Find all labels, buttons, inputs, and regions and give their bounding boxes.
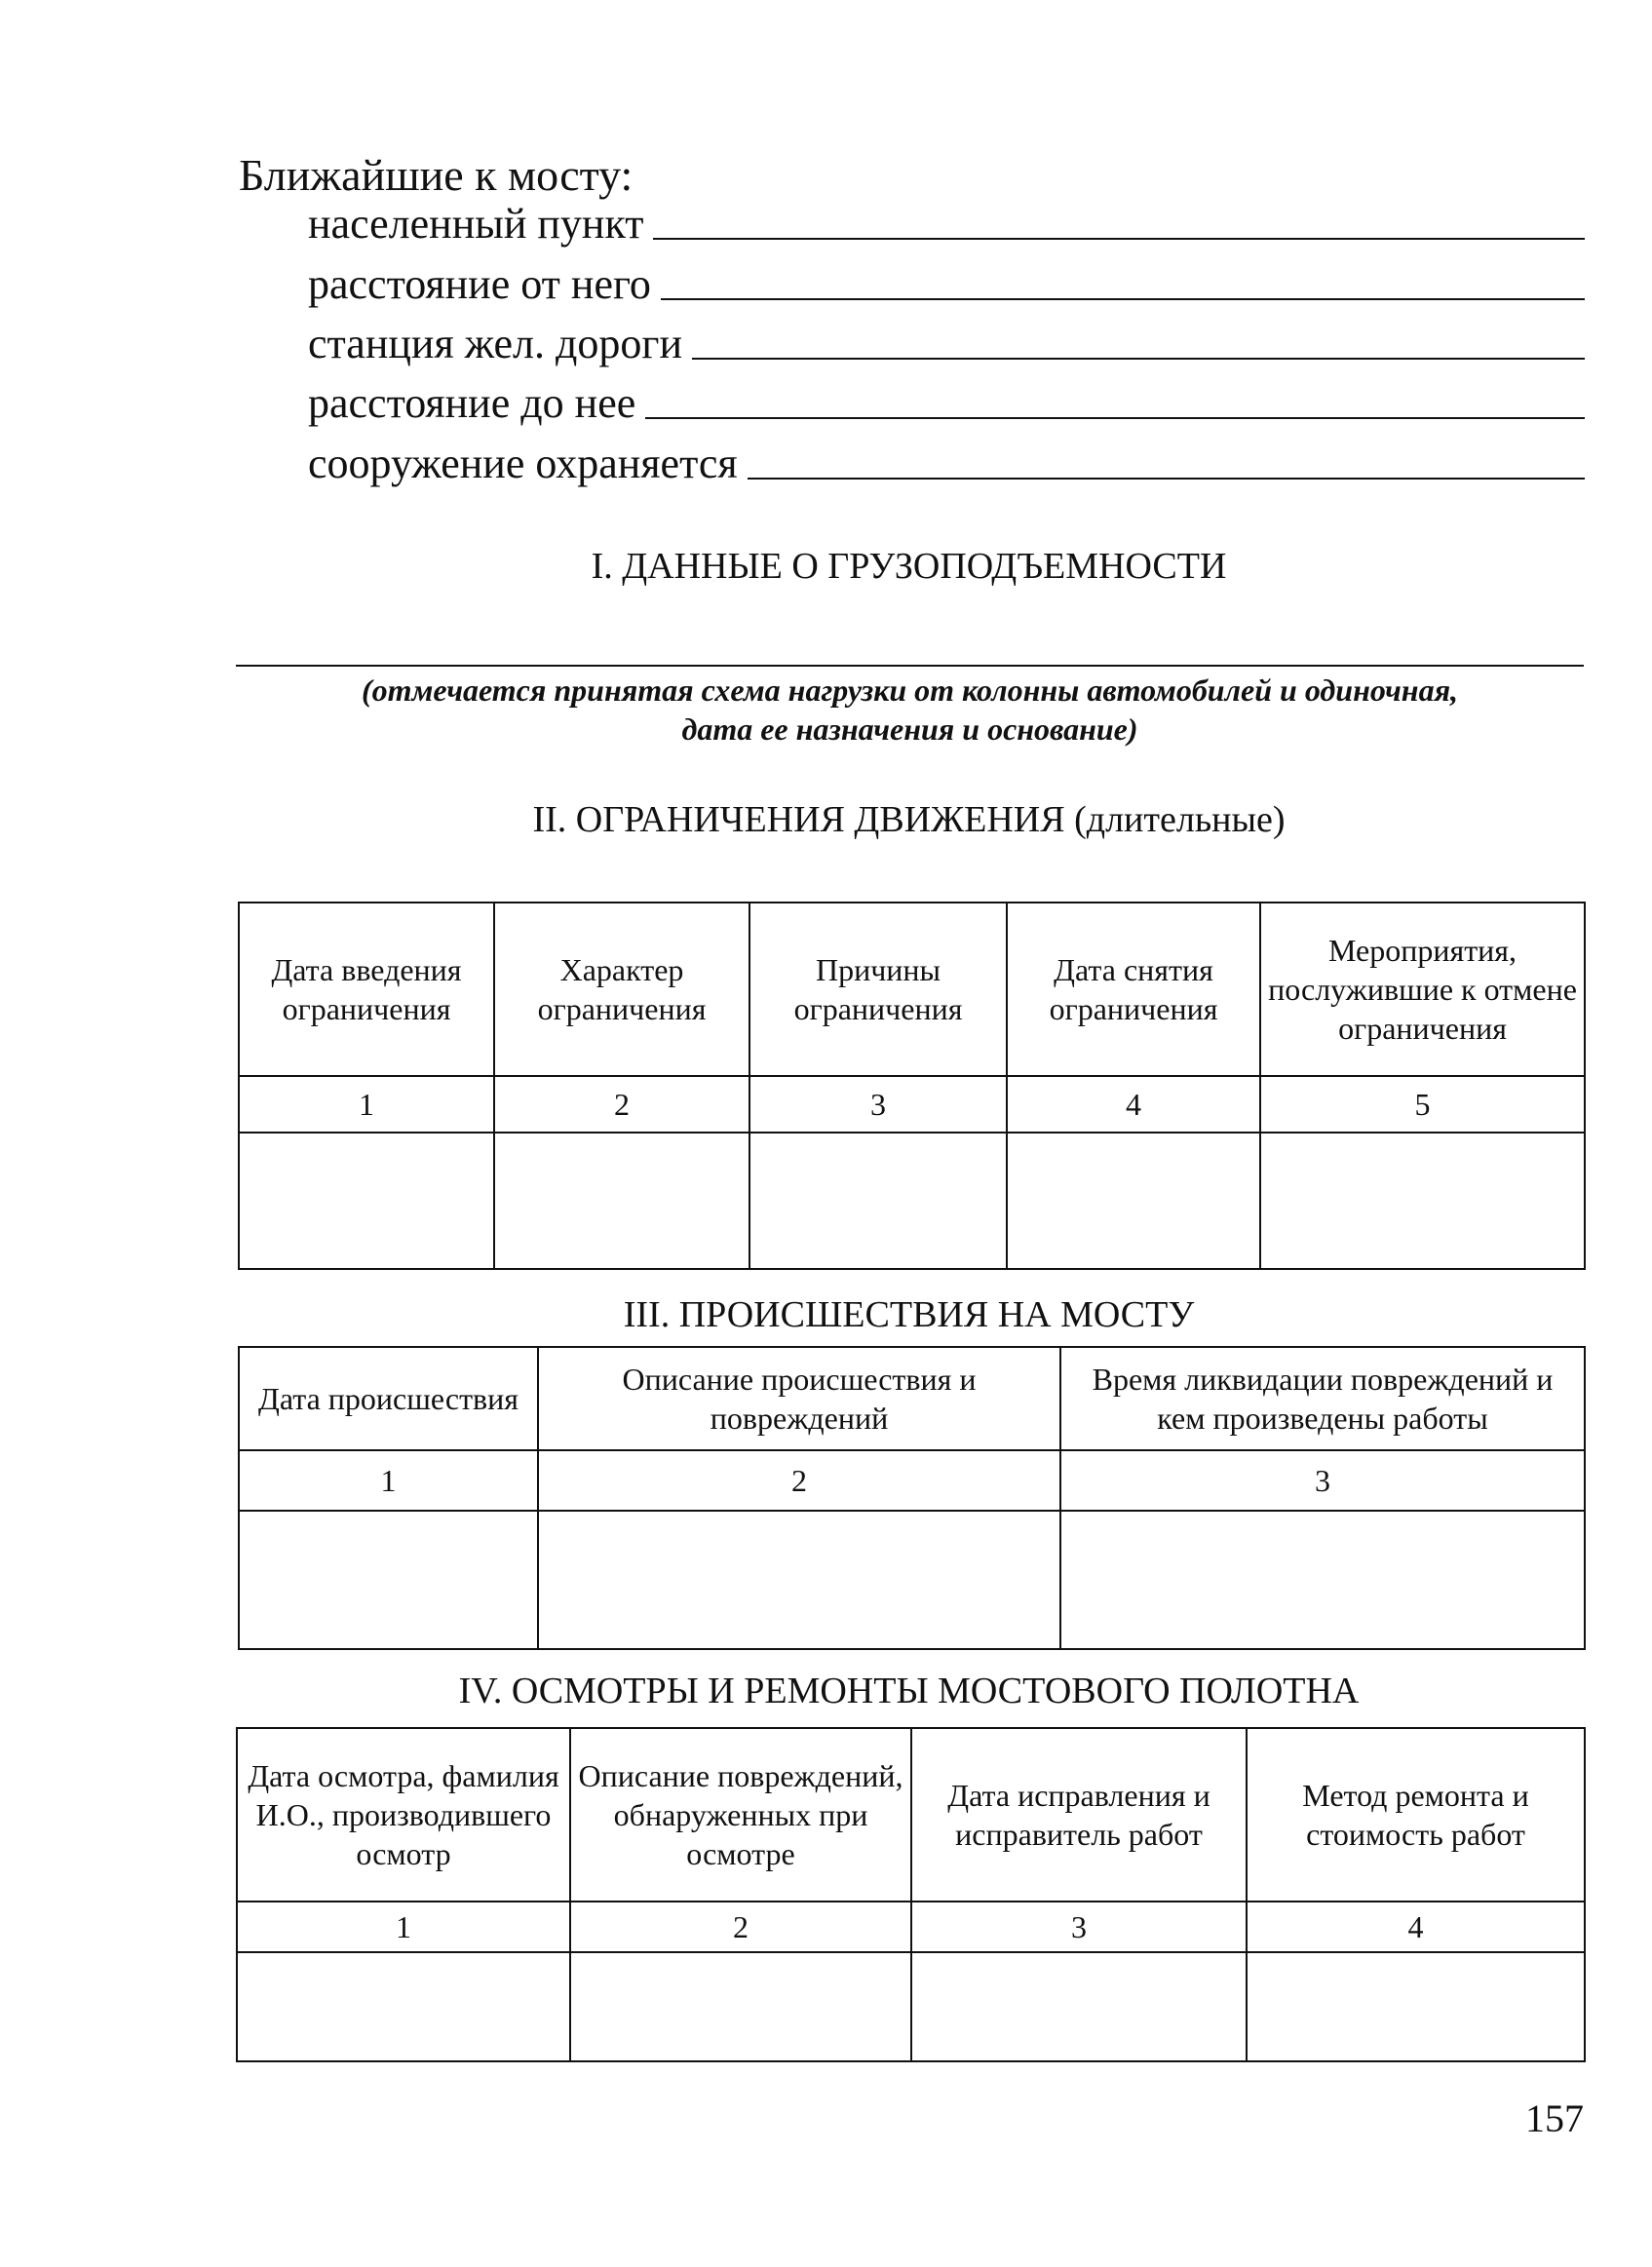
restrictions-col-1-num: 1 bbox=[239, 1076, 494, 1133]
incidents-table bbox=[238, 1346, 1586, 1650]
field-railway-station-label: станция жел. дороги bbox=[308, 320, 682, 367]
page-number: 157 bbox=[1525, 2096, 1584, 2140]
inspections-col-4-num: 4 bbox=[1247, 1902, 1585, 1952]
section2-title: II. ОГРАНИЧЕНИЯ ДВИЖЕНИЯ (длительные) bbox=[532, 799, 1286, 840]
field-distance-from-settlement-label: расстояние от него bbox=[308, 260, 651, 308]
restrictions-header-row bbox=[239, 903, 1585, 1076]
inspections-col-2-header: Описание повреждений, обнаруженных при осмотре bbox=[570, 1728, 911, 1902]
restrictions-cell-3[interactable] bbox=[749, 1133, 1007, 1269]
restrictions-col-2-num: 2 bbox=[494, 1076, 749, 1133]
inspections-col-3-header: Дата исправления и исправитель работ bbox=[911, 1728, 1247, 1902]
incidents-col-2-header: Описание происшествия и повреждений bbox=[538, 1347, 1060, 1450]
field-distance-to-station-label: расстояние до нее bbox=[308, 379, 636, 427]
field-settlement-line[interactable] bbox=[653, 238, 1585, 240]
restrictions-cell-2[interactable] bbox=[494, 1133, 749, 1269]
restrictions-col-4-num: 4 bbox=[1007, 1076, 1260, 1133]
field-distance-from-settlement-line[interactable] bbox=[661, 298, 1585, 300]
inspections-col-1-num: 1 bbox=[237, 1902, 570, 1952]
restrictions-col-4-header: Дата снятия ограничения bbox=[1007, 903, 1260, 1076]
table-row bbox=[239, 1133, 1585, 1269]
section1-title: I. ДАННЫЕ О ГРУЗОПОДЪЕМНОСТИ bbox=[591, 546, 1227, 587]
restrictions-col-3-header: Причины ограничения bbox=[749, 903, 1007, 1076]
load-capacity-note-line2: дата ее назначения и основание) bbox=[681, 711, 1138, 747]
restrictions-table bbox=[238, 902, 1586, 1270]
restrictions-cell-1[interactable] bbox=[239, 1133, 494, 1269]
incidents-col-3-header: Время ликвидации повреждений и кем произведены работы bbox=[1060, 1347, 1585, 1450]
restrictions-col-3-num: 3 bbox=[749, 1076, 1007, 1133]
table-row bbox=[239, 1511, 1585, 1649]
field-settlement bbox=[308, 195, 1585, 251]
restrictions-cell-5[interactable] bbox=[1260, 1133, 1585, 1269]
incidents-cell-2[interactable] bbox=[538, 1511, 1060, 1649]
load-capacity-note-line1: (отмечается принятая схема нагрузки от колонны автомобилей и одиночная, bbox=[361, 672, 1459, 708]
incidents-number-row bbox=[239, 1450, 1585, 1511]
table-row bbox=[237, 1952, 1585, 2061]
inspections-col-2-num: 2 bbox=[570, 1902, 911, 1952]
field-guarded-line[interactable] bbox=[748, 478, 1585, 480]
section4-title: IV. ОСМОТРЫ И РЕМОНТЫ МОСТОВОГО ПОЛОТНА bbox=[458, 1671, 1360, 1711]
restrictions-number-row bbox=[239, 1076, 1585, 1133]
inspections-table bbox=[236, 1727, 1586, 2062]
inspections-cell-1[interactable] bbox=[237, 1952, 570, 2061]
field-distance-to-station bbox=[308, 374, 1585, 431]
field-distance-to-station-line[interactable] bbox=[645, 417, 1585, 419]
restrictions-cell-4[interactable] bbox=[1007, 1133, 1260, 1269]
inspections-header-row bbox=[237, 1728, 1585, 1902]
field-railway-station-line[interactable] bbox=[692, 358, 1585, 360]
restrictions-col-5-header: Мероприятия, послужившие к отмене ограничения bbox=[1260, 903, 1585, 1076]
incidents-cell-3[interactable] bbox=[1060, 1511, 1585, 1649]
restrictions-col-2-header: Характер ограничения bbox=[494, 903, 749, 1076]
incidents-col-3-num: 3 bbox=[1060, 1450, 1585, 1511]
incidents-col-1-num: 1 bbox=[239, 1450, 538, 1511]
inspections-cell-4[interactable] bbox=[1247, 1952, 1585, 2061]
field-guarded bbox=[308, 435, 1585, 491]
inspections-cell-2[interactable] bbox=[570, 1952, 911, 2061]
inspections-col-4-header: Метод ремонта и стоимость работ bbox=[1247, 1728, 1585, 1902]
restrictions-col-5-num: 5 bbox=[1260, 1076, 1585, 1133]
field-guarded-label: сооружение охраняется bbox=[308, 440, 738, 487]
restrictions-col-1-header: Дата введения ограничения bbox=[239, 903, 494, 1076]
inspections-cell-3[interactable] bbox=[911, 1952, 1247, 2061]
incidents-cell-1[interactable] bbox=[239, 1511, 538, 1649]
incidents-col-2-num: 2 bbox=[538, 1450, 1060, 1511]
field-settlement-label: населенный пункт bbox=[308, 200, 644, 248]
nearest-heading: Ближайшие к мосту: bbox=[239, 150, 634, 200]
incidents-col-1-header: Дата происшествия bbox=[239, 1347, 538, 1450]
field-distance-from-settlement bbox=[308, 255, 1585, 312]
inspections-col-3-num: 3 bbox=[911, 1902, 1247, 1952]
load-capacity-line[interactable] bbox=[236, 665, 1584, 667]
field-railway-station bbox=[308, 315, 1585, 371]
incidents-header-row bbox=[239, 1347, 1585, 1450]
inspections-number-row bbox=[237, 1902, 1585, 1952]
section3-title: III. ПРОИСШЕСТВИЯ НА МОСТУ bbox=[623, 1294, 1195, 1335]
inspections-col-1-header: Дата осмотра, фамилия И.О., производившего осмотр bbox=[237, 1728, 570, 1902]
